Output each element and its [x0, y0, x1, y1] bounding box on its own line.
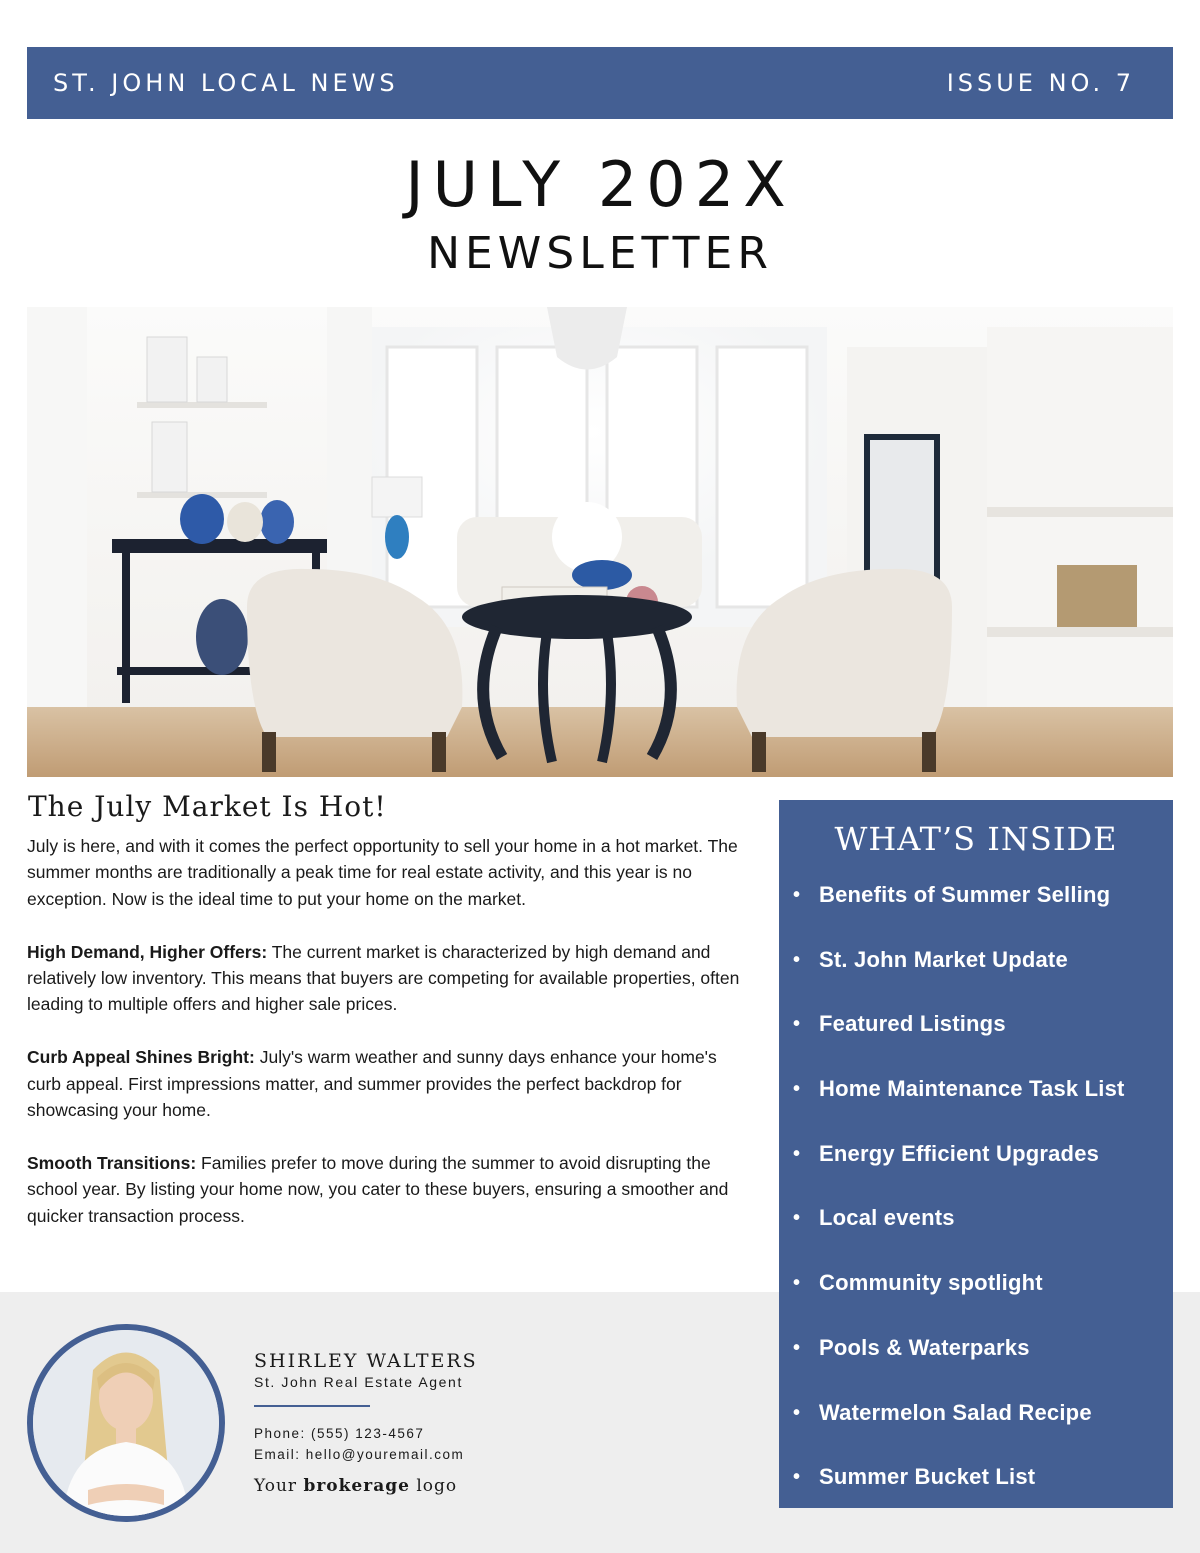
list-item [793, 1400, 1125, 1465]
list-item-label: Watermelon Salad Recipe [819, 1399, 1092, 1425]
list-item [793, 882, 1125, 947]
whats-inside-list [793, 882, 1125, 1529]
section-body: July's warm weather and sunny days enhance your home's curb appeal. First impressions matter, and summer provides the perfect backdrop for showcasing your home. [27, 1047, 717, 1121]
article-section [27, 1150, 742, 1229]
agent-divider [254, 1405, 370, 1407]
header-bar [27, 47, 1173, 119]
issue-number: ISSUE NO. 7 [946, 69, 1135, 97]
bullet-icon: • [793, 1336, 801, 1359]
bullet-icon: • [793, 1013, 801, 1036]
list-item [793, 1270, 1125, 1335]
newsletter-subtitle: NEWSLETTER [427, 228, 773, 279]
bullet-icon: • [793, 1466, 801, 1489]
list-item-label: Home Maintenance Task List [819, 1076, 1125, 1102]
publication-name: ST. JOHN LOCAL NEWS [53, 69, 399, 97]
list-item-label: Energy Efficient Upgrades [819, 1140, 1100, 1166]
list-item-label: Community spotlight [819, 1270, 1043, 1296]
list-item [793, 1141, 1125, 1206]
list-item-label: Featured Listings [819, 1011, 1006, 1037]
bullet-icon: • [793, 1272, 801, 1295]
logo-suffix: logo [409, 1476, 458, 1496]
newsletter-title: JULY 202X [405, 148, 795, 221]
whats-inside-heading: WHAT’S INSIDE [834, 820, 1118, 858]
bullet-icon: • [793, 1142, 801, 1165]
list-item [793, 1335, 1125, 1400]
whats-inside-panel [779, 800, 1173, 1508]
list-item [793, 1011, 1125, 1076]
bullet-icon: • [793, 1401, 801, 1424]
section-lead: Curb Appeal Shines Bright: [27, 1047, 255, 1068]
list-item [793, 1464, 1125, 1529]
hero-image [27, 307, 1173, 777]
list-item-label: Pools & Waterparks [819, 1334, 1030, 1360]
list-item-label: Local events [819, 1205, 955, 1231]
list-item-label: St. John Market Update [819, 946, 1068, 972]
list-item-label: Summer Bucket List [819, 1464, 1036, 1490]
agent-avatar [27, 1324, 225, 1522]
section-body: Families prefer to move during the summer to avoid disrupting the school year. By listing your home now, you cater to these buyers, ensuring a smoother and quicker transaction process. [27, 1152, 729, 1226]
agent-name: SHIRLEY WALTERS [254, 1350, 478, 1372]
article-section [27, 939, 742, 1018]
list-item [793, 947, 1125, 1012]
article-intro: July is here, and with it comes the perfect opportunity to sell your home in a hot market. The summer months are traditionally a peak time for real estate activity, and this year is no exception. Now is the ideal time to put your home on the market. [27, 836, 738, 909]
article-body [27, 833, 742, 1255]
agent-role: St. John Real Estate Agent [254, 1374, 463, 1390]
agent-phone: Phone: (555) 123-4567 [254, 1426, 425, 1441]
logo-prefix: Your [254, 1476, 304, 1496]
bullet-icon: • [793, 1207, 801, 1230]
logo-bold: brokerage [303, 1476, 410, 1496]
bullet-icon: • [793, 884, 801, 906]
bullet-icon: • [793, 1078, 801, 1101]
bullet-icon: • [793, 948, 801, 971]
list-item [793, 1205, 1125, 1270]
article-heading: The July Market Is Hot! [28, 790, 387, 823]
agent-email: Email: hello@youremail.com [254, 1447, 465, 1462]
list-item [793, 1076, 1125, 1141]
section-lead: High Demand, Higher Offers: [27, 941, 268, 962]
article-section [27, 1044, 742, 1123]
section-body: The current market is characterized by high demand and relatively low inventory. This means that buyers are competing for available properties, often leading to multiple offers and higher sale prices. [27, 941, 740, 1015]
section-lead: Smooth Transitions: [27, 1152, 197, 1173]
list-item-label: Benefits of Summer Selling [819, 882, 1111, 907]
brokerage-logo [254, 1476, 457, 1496]
